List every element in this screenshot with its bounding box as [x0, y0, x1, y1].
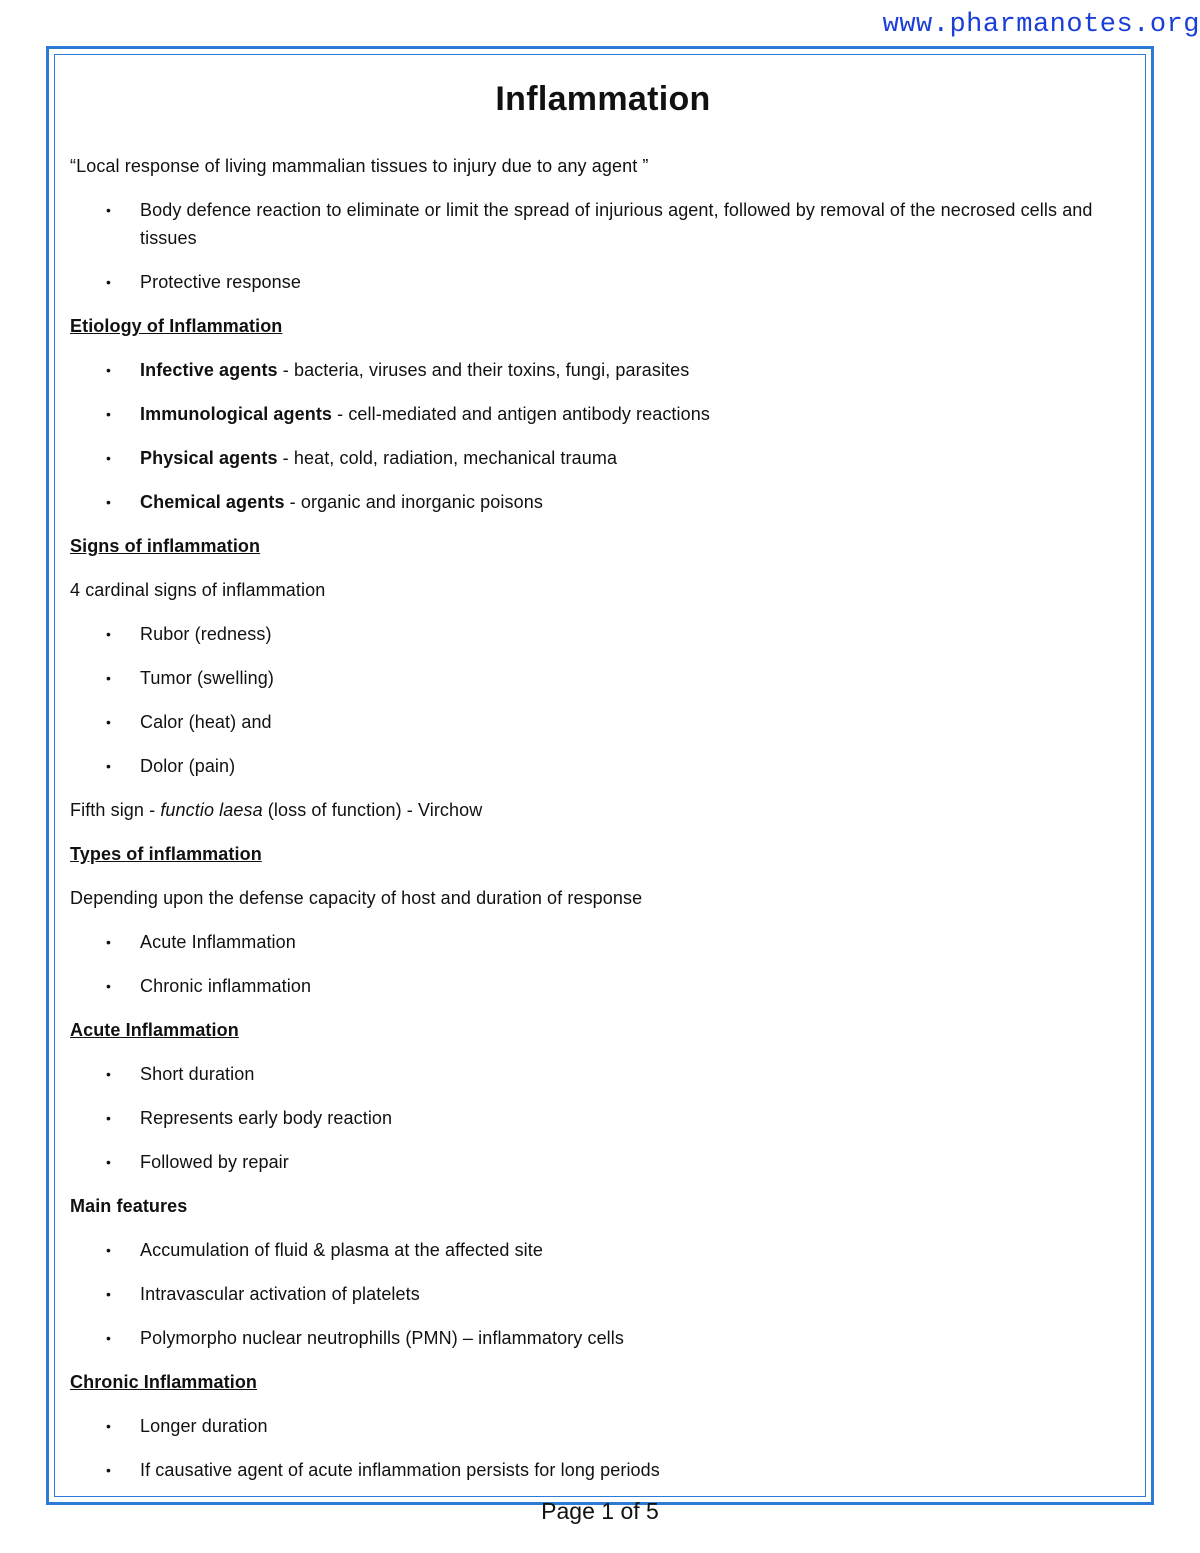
- list-item-text: Calor (heat) and: [140, 712, 272, 732]
- document-body: [70, 76, 1136, 1500]
- list-item: [70, 268, 1136, 296]
- section-heading-acute: Acute Inflammation: [70, 1020, 239, 1040]
- bullet-icon: •: [106, 670, 112, 686]
- types-list: [70, 928, 1136, 1000]
- bullet-icon: •: [106, 758, 112, 774]
- list-item: [70, 972, 1136, 1000]
- signs-intro: 4 cardinal signs of inflammation: [70, 580, 326, 600]
- list-item-text: Dolor (pain): [140, 756, 236, 776]
- chronic-list: [70, 1412, 1136, 1484]
- list-item: [70, 664, 1136, 692]
- list-item-text: Acute Inflammation: [140, 932, 296, 952]
- features-list: [70, 1236, 1136, 1352]
- bullet-icon: •: [106, 1286, 112, 1302]
- list-item: [70, 1104, 1136, 1132]
- list-item: [70, 1236, 1136, 1264]
- bullet-icon: •: [106, 714, 112, 730]
- list-item-text: Body defence reaction to eliminate or limit the spread of injurious agent, followed by removal of the necrosed cells and tissues: [140, 200, 1093, 248]
- list-item-text: Longer duration: [140, 1416, 268, 1436]
- bullet-icon: •: [106, 202, 112, 218]
- term-description: - organic and inorganic poisons: [284, 492, 543, 512]
- list-item: [70, 1280, 1136, 1308]
- list-item: [70, 356, 1136, 384]
- list-item: [70, 1456, 1136, 1484]
- definition-list: [70, 196, 1136, 296]
- list-item-text: Protective response: [140, 272, 301, 292]
- bullet-icon: •: [106, 274, 112, 290]
- list-item: [70, 488, 1136, 516]
- bullet-icon: •: [106, 978, 112, 994]
- list-item: [70, 1412, 1136, 1440]
- term-label: Immunological agents: [140, 404, 333, 424]
- list-item-text: Tumor (swelling): [140, 668, 274, 688]
- term-description: - bacteria, viruses and their toxins, fungi, parasites: [277, 360, 690, 380]
- fifth-sign-term: functio laesa: [160, 800, 263, 820]
- page-number: Page 1 of 5: [541, 1498, 659, 1524]
- term-label: Chemical agents: [140, 492, 285, 512]
- list-item: [70, 620, 1136, 648]
- bullet-icon: •: [106, 934, 112, 950]
- site-watermark: www.pharmanotes.org: [882, 10, 1200, 40]
- definition-text: “Local response of living mammalian tissues to injury due to any agent ”: [70, 156, 649, 176]
- fifth-sign-text: [70, 796, 1136, 824]
- list-item: [70, 928, 1136, 956]
- list-item: [70, 1148, 1136, 1176]
- list-item: [70, 752, 1136, 780]
- acute-list: [70, 1060, 1136, 1176]
- bullet-icon: •: [106, 626, 112, 642]
- term-label: Physical agents: [140, 448, 278, 468]
- term-description: - cell-mediated and antigen antibody reactions: [332, 404, 710, 424]
- bullet-icon: •: [106, 1462, 112, 1478]
- bullet-icon: •: [106, 494, 112, 510]
- section-heading-types: Types of inflammation: [70, 844, 262, 864]
- list-item-text: Chronic inflammation: [140, 976, 312, 996]
- list-item: [70, 400, 1136, 428]
- bullet-icon: •: [106, 362, 112, 378]
- etiology-list: [70, 356, 1136, 516]
- signs-list: [70, 620, 1136, 780]
- list-item: [70, 1060, 1136, 1088]
- list-item-text: Represents early body reaction: [140, 1108, 393, 1128]
- subheading-main-features: Main features: [70, 1196, 188, 1216]
- bullet-icon: •: [106, 1110, 112, 1126]
- bullet-icon: •: [106, 1154, 112, 1170]
- bullet-icon: •: [106, 450, 112, 466]
- section-heading-signs: Signs of inflammation: [70, 536, 261, 556]
- list-item: [70, 708, 1136, 736]
- section-heading-etiology: Etiology of Inflammation: [70, 316, 283, 336]
- list-item-text: Followed by repair: [140, 1152, 289, 1172]
- list-item-text: Polymorpho nuclear neutrophills (PMN) – inflammatory cells: [140, 1328, 624, 1348]
- list-item-text: Short duration: [140, 1064, 255, 1084]
- page-title: Inflammation: [495, 80, 711, 118]
- term-label: Infective agents: [140, 360, 278, 380]
- bullet-icon: •: [106, 1418, 112, 1434]
- bullet-icon: •: [106, 1066, 112, 1082]
- list-item: [70, 196, 1136, 252]
- fifth-sign-suffix: (loss of function) - Virchow: [262, 800, 483, 820]
- list-item: [70, 1324, 1136, 1352]
- list-item-text: Accumulation of fluid & plasma at the affected site: [140, 1240, 543, 1260]
- list-item: [70, 444, 1136, 472]
- list-item-text: Rubor (redness): [140, 624, 272, 644]
- fifth-sign-prefix: Fifth sign -: [70, 800, 161, 820]
- list-item-text: Intravascular activation of platelets: [140, 1284, 420, 1304]
- bullet-icon: •: [106, 1330, 112, 1346]
- bullet-icon: •: [106, 1242, 112, 1258]
- bullet-icon: •: [106, 406, 112, 422]
- term-description: - heat, cold, radiation, mechanical trauma: [277, 448, 618, 468]
- types-intro: Depending upon the defense capacity of host and duration of response: [70, 888, 643, 908]
- section-heading-chronic: Chronic Inflammation: [70, 1372, 258, 1392]
- list-item-text: If causative agent of acute inflammation persists for long periods: [140, 1460, 660, 1480]
